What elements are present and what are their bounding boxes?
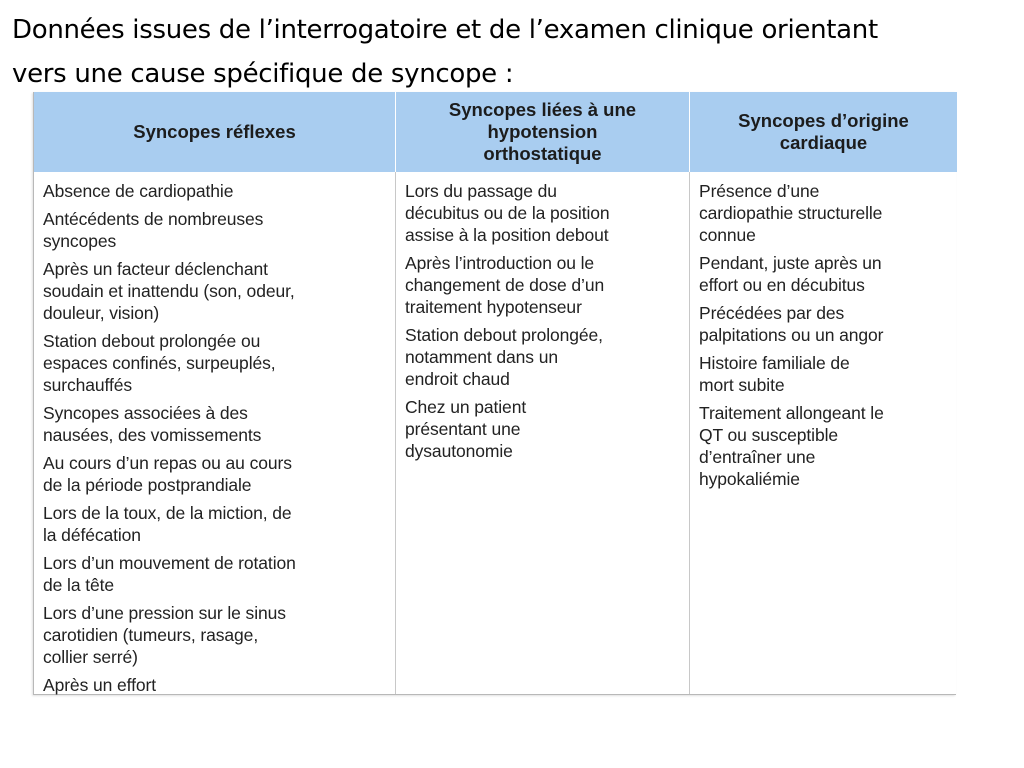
list-item-line: Lors du passage du	[405, 181, 557, 201]
list-item-line: Pendant, juste après un	[699, 253, 882, 273]
list-item-line: d’entraîner une	[699, 447, 816, 467]
list-item-line: Station debout prolongée,	[405, 325, 603, 345]
list-item-line: palpitations ou un angor	[699, 325, 884, 345]
list-item	[43, 502, 395, 546]
list-item-line: espaces confinés, surpeuplés,	[43, 353, 276, 373]
list-item-line: Lors d’une pression sur le sinus	[43, 603, 286, 623]
list-item	[699, 180, 957, 246]
list-item	[699, 402, 957, 490]
list-item-line: Après un facteur déclenchant	[43, 259, 268, 279]
header-line: Syncopes d’origine	[738, 110, 909, 131]
list-item-line: présentant une	[405, 419, 521, 439]
list-item-line: Présence d’une	[699, 181, 820, 201]
list-item	[699, 302, 957, 346]
list-item-line: notamment dans un	[405, 347, 558, 367]
list-item-line: changement de dose d’un	[405, 275, 605, 295]
list-item-line: QT ou susceptible	[699, 425, 839, 445]
syncope-table	[33, 92, 956, 695]
column-orthostatic-syncope	[395, 172, 689, 694]
list-item-line: Station debout prolongée ou	[43, 331, 261, 351]
list-item-line: Absence de cardiopathie	[43, 181, 234, 201]
list-item-line: dysautonomie	[405, 441, 513, 461]
list-item	[43, 330, 395, 396]
list-item-line: de la tête	[43, 575, 114, 595]
list-item-line: effort ou en décubitus	[699, 275, 865, 295]
header-line: cardiaque	[779, 132, 868, 153]
list-item	[699, 352, 957, 396]
list-item-line: mort subite	[699, 375, 785, 395]
list-item	[699, 252, 957, 296]
list-item-line: la défécation	[43, 525, 141, 545]
list-item	[43, 258, 395, 324]
list-item	[405, 396, 689, 462]
column-header-text	[133, 121, 295, 143]
slide-title	[12, 8, 1012, 96]
list-item-line: Après un effort	[43, 675, 156, 695]
list-item	[43, 402, 395, 446]
list-item-line: Syncopes associées à des	[43, 403, 248, 423]
list-item-line: assise à la position debout	[405, 225, 609, 245]
list-item	[43, 180, 395, 202]
header-orthostatic-syncope	[395, 92, 689, 172]
title-line-1: Données issues de l’interrogatoire et de l’examen clinique orientant	[12, 15, 878, 45]
list-item-line: collier serré)	[43, 647, 138, 667]
list-item	[405, 180, 689, 246]
list-item-line: de la période postprandiale	[43, 475, 252, 495]
list-item-line: hypokaliémie	[699, 469, 800, 489]
list-item-line: traitement hypotenseur	[405, 297, 582, 317]
list-item-line: connue	[699, 225, 756, 245]
column-header-text	[738, 110, 909, 154]
list-item	[43, 674, 395, 696]
list-item-line: Lors de la toux, de la miction, de	[43, 503, 292, 523]
header-line: orthostatique	[483, 143, 602, 164]
column-header-text	[449, 99, 636, 165]
list-item-line: surchauffés	[43, 375, 133, 395]
list-item	[43, 552, 395, 596]
list-item-line: Traitement allongeant le	[699, 403, 884, 423]
list-item-line: syncopes	[43, 231, 117, 251]
list-item	[405, 252, 689, 318]
header-line: Syncopes réflexes	[133, 121, 296, 142]
list-item	[43, 208, 395, 252]
column-cardiac-syncope	[689, 172, 957, 694]
header-line: Syncopes liées à une	[448, 99, 637, 120]
list-item	[43, 602, 395, 668]
list-item-line: Antécédents de nombreuses	[43, 209, 264, 229]
header-line: hypotension	[487, 121, 598, 142]
list-item-line: Après l’introduction ou le	[405, 253, 595, 273]
list-item-line: Lors d’un mouvement de rotation	[43, 553, 296, 573]
list-item-line: Au cours d’un repas ou au cours	[43, 453, 292, 473]
header-cardiac-syncope	[689, 92, 957, 172]
list-item-line: Histoire familiale de	[699, 353, 850, 373]
list-item	[405, 324, 689, 390]
list-item	[43, 452, 395, 496]
list-item-line: soudain et inattendu (son, odeur,	[43, 281, 295, 301]
list-item-line: carotidien (tumeurs, rasage,	[43, 625, 259, 645]
list-item-line: cardiopathie structurelle	[699, 203, 883, 223]
list-item-line: Précédées par des	[699, 303, 845, 323]
list-item-line: Chez un patient	[405, 397, 527, 417]
list-item-line: endroit chaud	[405, 369, 510, 389]
column-reflex-syncope	[34, 172, 395, 694]
list-item-line: nausées, des vomissements	[43, 425, 262, 445]
title-line-2: vers une cause spécifique de syncope :	[12, 59, 514, 89]
list-item-line: douleur, vision)	[43, 303, 160, 323]
header-reflex-syncope	[34, 92, 395, 172]
list-item-line: décubitus ou de la position	[405, 203, 610, 223]
